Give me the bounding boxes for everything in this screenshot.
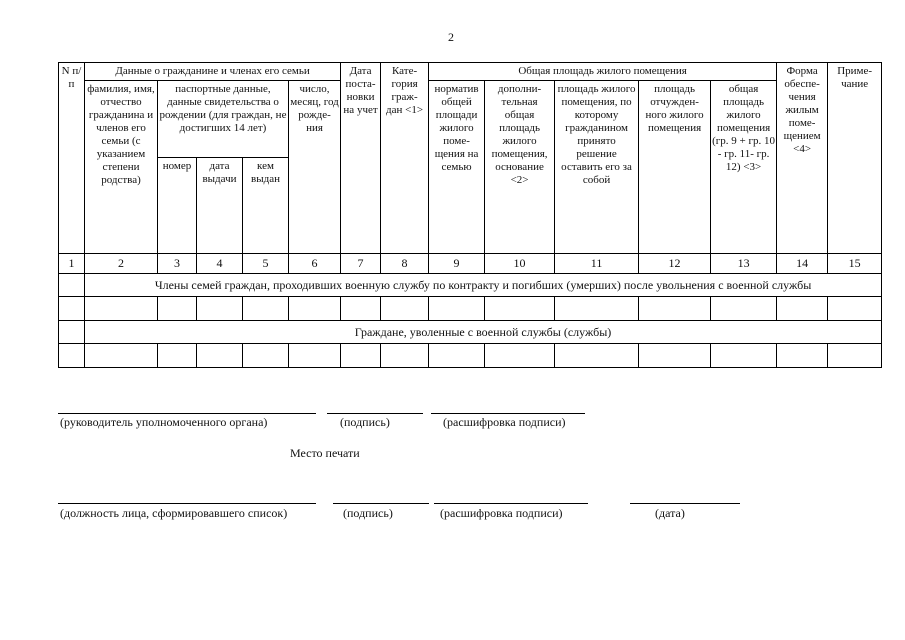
page-number: 2 xyxy=(448,30,454,44)
table-cell xyxy=(828,344,882,368)
column-number: 11 xyxy=(555,254,639,274)
table-cell xyxy=(777,297,828,321)
table-cell xyxy=(828,297,882,321)
table-cell xyxy=(243,344,289,368)
table-cell xyxy=(381,297,429,321)
column-number: 1 xyxy=(59,254,85,274)
head-position-label: (руководитель уполномоченного органа) xyxy=(60,415,268,429)
column-number: 8 xyxy=(381,254,429,274)
table-cell xyxy=(158,344,197,368)
table-cell xyxy=(485,297,555,321)
section-heading-family-members: Члены семей граждан, проходивших военную службу по контракту и погибших (умерших) после увольнения с военной службы xyxy=(85,274,882,297)
register-table xyxy=(58,62,882,368)
header-n: N п/п xyxy=(59,63,85,254)
column-number: 4 xyxy=(197,254,243,274)
section-heading-discharged: Граждане, уволенные с военной службы (службы) xyxy=(85,321,882,344)
empty-row xyxy=(59,297,882,321)
table-cell xyxy=(429,344,485,368)
table-cell xyxy=(341,344,381,368)
stamp-place-label: Место печати xyxy=(290,446,360,460)
table-cell xyxy=(777,344,828,368)
header-housing-form: Форма обеспе- чения жилым поме- щением <4> xyxy=(777,63,828,254)
header-passport-number: номер xyxy=(158,158,197,254)
table-cell xyxy=(243,297,289,321)
header-area-group: Общая площадь жилого помещения xyxy=(429,63,777,81)
header-fio: фамилия, имя, отчество гражданина и членов его семьи (с указанием степени родства) xyxy=(85,81,158,254)
column-number: 6 xyxy=(289,254,341,274)
table-cell xyxy=(381,344,429,368)
table-cell xyxy=(59,297,85,321)
signature-line xyxy=(431,413,585,414)
table-cell xyxy=(555,297,639,321)
signature-line xyxy=(434,503,588,504)
compiler-position-label: (должность лица, сформировавшего список) xyxy=(60,506,288,520)
header-birth-date: число, месяц, год рожде- ния xyxy=(289,81,341,254)
table-cell xyxy=(711,297,777,321)
column-number: 13 xyxy=(711,254,777,274)
column-number: 14 xyxy=(777,254,828,274)
header-area-additional: дополни- тельная общая площадь жилого помещения, основание <2> xyxy=(485,81,555,254)
table-cell xyxy=(555,344,639,368)
signature-line xyxy=(58,413,316,414)
column-number: 10 xyxy=(485,254,555,274)
column-number: 15 xyxy=(828,254,882,274)
compiler-decoding-label: (расшифровка подписи) xyxy=(440,506,563,520)
table-cell xyxy=(289,297,341,321)
table-cell xyxy=(341,297,381,321)
header-citizen-group: Данные о гражданине и членах его семьи xyxy=(85,63,341,81)
column-number: 2 xyxy=(85,254,158,274)
table-cell xyxy=(639,297,711,321)
empty-row xyxy=(59,344,882,368)
column-number: 7 xyxy=(341,254,381,274)
column-number: 12 xyxy=(639,254,711,274)
column-number: 3 xyxy=(158,254,197,274)
section-spacer-cell xyxy=(59,274,85,297)
table-cell xyxy=(639,344,711,368)
table-cell xyxy=(289,344,341,368)
table-cell xyxy=(197,297,243,321)
table-cell xyxy=(197,344,243,368)
header-area-kept: площадь жилого помещения, по которому гражданином принято решение оставить его за собой xyxy=(555,81,639,254)
header-passport-issuer: кем выдан xyxy=(243,158,289,254)
table-cell xyxy=(59,344,85,368)
header-passport-date: дата выдачи xyxy=(197,158,243,254)
table-cell xyxy=(429,297,485,321)
header-area-alienated: площадь отчужден- ного жилого помещения xyxy=(639,81,711,254)
table-cell xyxy=(85,344,158,368)
signature-line xyxy=(630,503,740,504)
signature-line xyxy=(58,503,316,504)
header-area-total: общая площадь жилого помещения (гр. 9 + гр. 10 - гр. 11- гр. 12) <3> xyxy=(711,81,777,254)
header-area-norm: норматив общей площади жилого поме- щения на семью xyxy=(429,81,485,254)
table-cell xyxy=(158,297,197,321)
signature-line xyxy=(333,503,429,504)
header-passport-group: паспортные данные, данные свидетельства о рождении (для граждан, не достигших 14 лет) xyxy=(158,81,289,158)
compiler-date-label: (дата) xyxy=(655,506,685,520)
signature-line xyxy=(327,413,423,414)
head-decoding-label: (расшифровка подписи) xyxy=(443,415,566,429)
table-cell xyxy=(711,344,777,368)
head-signature-label: (подпись) xyxy=(340,415,390,429)
column-numbers-row xyxy=(59,254,882,274)
column-number: 9 xyxy=(429,254,485,274)
header-category: Кате- гория граж- дан <1> xyxy=(381,63,429,254)
column-number: 5 xyxy=(243,254,289,274)
table-cell xyxy=(485,344,555,368)
section-spacer-cell xyxy=(59,321,85,344)
header-registration-date: Дата поста- новки на учет xyxy=(341,63,381,254)
compiler-signature-label: (подпись) xyxy=(343,506,393,520)
header-note: Приме- чание xyxy=(828,63,882,254)
table-cell xyxy=(85,297,158,321)
